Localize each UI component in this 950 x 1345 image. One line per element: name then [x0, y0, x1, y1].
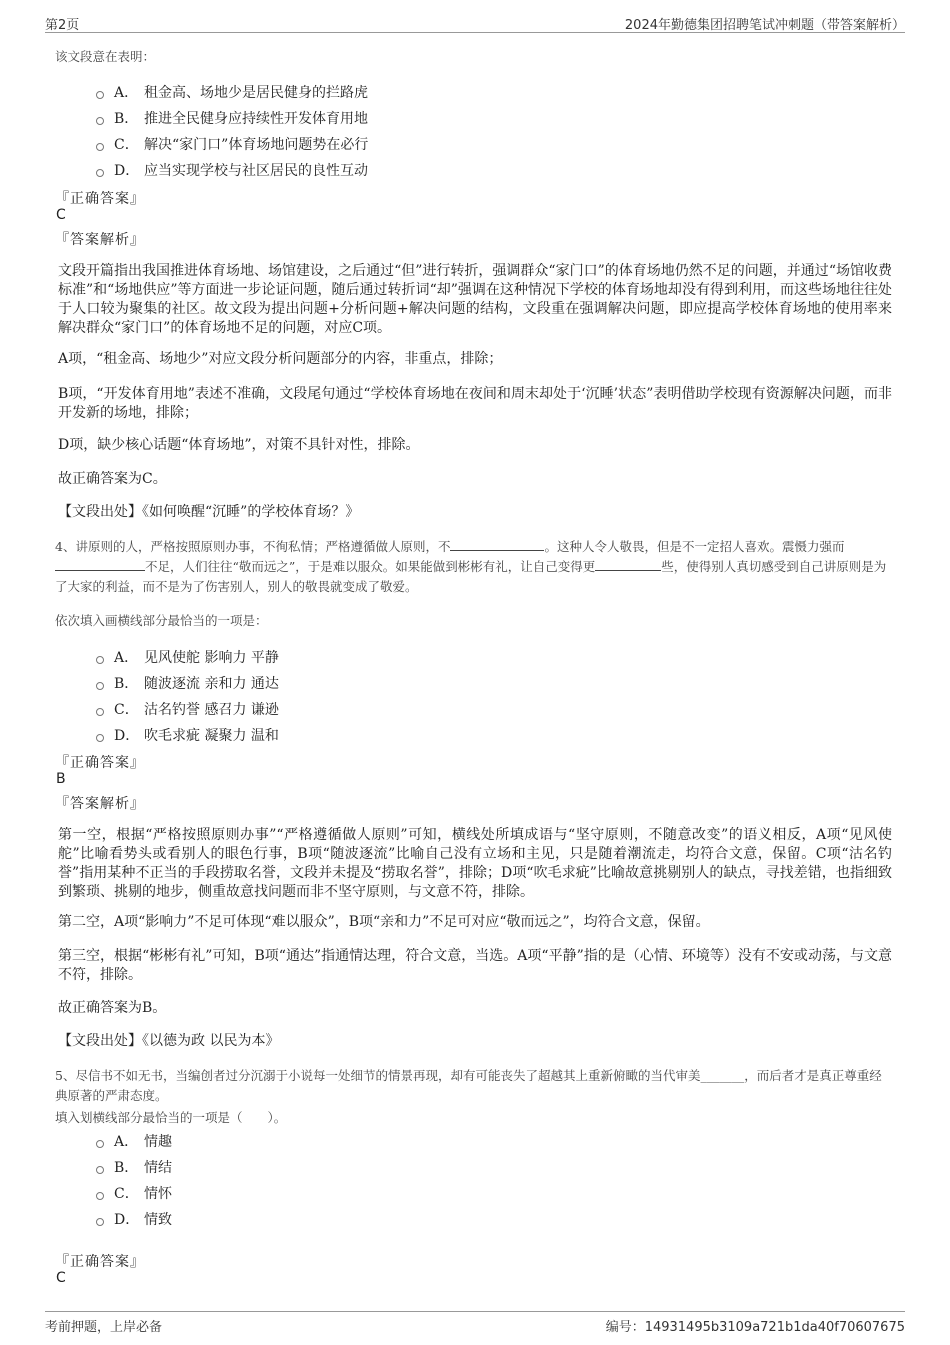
correct-answer-label: 『正确答案』 [55, 1254, 145, 1270]
option-text: 情致 [144, 1212, 172, 1228]
fill-blank [55, 558, 145, 571]
stem-text: 4、讲原则的人，严格按照原则办事，不徇私情；严格遵循做人原则，不 [55, 539, 451, 554]
option-text: 情结 [144, 1160, 172, 1176]
option-letter: C． [114, 1186, 139, 1202]
radio-button[interactable] [96, 169, 104, 177]
q4-options [96, 644, 279, 748]
page-header [45, 12, 905, 33]
stem-text: 不足，人们往往“敬而远之”，于是难以服众。如果能做到彬彬有礼，让自己变得更 [145, 559, 596, 574]
option-d[interactable] [96, 1206, 172, 1232]
option-text: 吹毛求疵 凝聚力 温和 [144, 728, 279, 744]
analysis-paragraph: D项，缺少核心话题“体育场地”，对策不具针对性，排除。 [58, 437, 420, 453]
option-text: 租金高、场地少是居民健身的拦路虎 [144, 85, 368, 101]
question-prompt: 填入划横线部分最恰当的一项是（ ）。 [55, 1110, 287, 1125]
option-c[interactable] [96, 1180, 172, 1206]
correct-answer: C [56, 1270, 66, 1286]
option-text: 推进全民健身应持续性开发体育用地 [144, 111, 368, 127]
document-code: 编号：14931495b3109a721b1da40f70607675 [605, 1320, 905, 1335]
footer-slogan: 考前押题，上岸必备 [45, 1320, 163, 1335]
option-text: 情怀 [144, 1186, 172, 1202]
correct-answer: C [56, 207, 66, 223]
radio-button[interactable] [96, 1192, 104, 1200]
option-b[interactable] [96, 1154, 172, 1180]
option-a[interactable] [96, 79, 368, 105]
option-letter: B． [114, 111, 139, 127]
q5-options [96, 1128, 172, 1232]
stem-text: 。这种人令人敬畏，但是不一定招人喜欢。震慑力强而 [544, 539, 845, 554]
option-text: 情趣 [144, 1134, 172, 1150]
fill-blank [450, 538, 544, 551]
question-prompt: 依次填入画横线部分最恰当的一项是： [55, 613, 268, 628]
correct-answer: B [56, 771, 66, 787]
option-c[interactable] [96, 696, 279, 722]
question-stem: 5、尽信书不如无书，当编创者过分沉溺于小说每一处细节的情景再现，却有可能丧失了超越其上重新俯瞰的当代审美_______，而后者才是真正尊重经典原著的严肃态度。 [55, 1068, 882, 1103]
radio-button[interactable] [96, 143, 104, 151]
analysis-paragraph: 第三空，根据“彬彬有礼”可知，B项“通达”指通情达理，符合文意，当选。A项“平静”指的是（心情、环境等）没有不安或动荡，与文意不符，排除。 [58, 948, 892, 983]
option-text: 应当实现学校与社区居民的良性互动 [144, 163, 368, 179]
option-text: 解决“家门口”体育场地问题势在必行 [144, 137, 369, 153]
option-letter: C． [114, 137, 139, 153]
option-letter: D． [114, 1212, 140, 1228]
option-letter: A． [114, 85, 139, 101]
option-c[interactable] [96, 131, 368, 157]
option-text: 见风使舵 影响力 平静 [144, 650, 279, 666]
radio-button[interactable] [96, 117, 104, 125]
option-letter: C． [114, 702, 139, 718]
radio-button[interactable] [96, 708, 104, 716]
analysis-label: 『答案解析』 [55, 796, 145, 812]
option-letter: A． [114, 650, 139, 666]
analysis-paragraph: A项，“租金高、场地少”对应文段分析问题部分的内容，非重点，排除； [58, 351, 503, 367]
option-letter: B． [114, 1160, 139, 1176]
option-d[interactable] [96, 157, 368, 183]
radio-button[interactable] [96, 1140, 104, 1148]
option-letter: B． [114, 676, 139, 692]
radio-button[interactable] [96, 91, 104, 99]
option-b[interactable] [96, 670, 279, 696]
passage-source: 【文段出处】《如何唤醒“沉睡”的学校体育场？》 [58, 504, 360, 520]
option-a[interactable] [96, 1128, 172, 1154]
question-prompt: 该文段意在表明： [55, 49, 156, 64]
option-a[interactable] [96, 644, 279, 670]
radio-button[interactable] [96, 1218, 104, 1226]
option-b[interactable] [96, 105, 368, 131]
analysis-paragraph: B项，“开发体育用地”表述不准确，文段尾句通过“学校体育场地在夜间和周末却处于‘沉睡’状态”表明借助学校现有资源解决问题，而非开发新的场地，排除； [58, 386, 892, 421]
option-letter: D． [114, 728, 140, 744]
radio-button[interactable] [96, 682, 104, 690]
correct-answer-label: 『正确答案』 [55, 191, 145, 207]
stem-text: 些，使得别人真切感受到自己讲原则是为了大家的利益，而不是为了伤害别人，别人的敬畏就变成了敬爱。 [55, 559, 887, 594]
option-letter: D． [114, 163, 140, 179]
q3-options [96, 79, 368, 183]
document-title: 2024年勤德集团招聘笔试冲刺题（带答案解析） [624, 18, 905, 33]
radio-button[interactable] [96, 656, 104, 664]
question-stem [55, 537, 893, 597]
analysis-conclusion: 故正确答案为C。 [58, 471, 167, 487]
option-text: 沽名钓誉 感召力 谦逊 [144, 702, 279, 718]
option-letter: A． [114, 1134, 139, 1150]
passage-source: 【文段出处】《以德为政 以民为本》 [58, 1033, 280, 1049]
analysis-paragraph: 第一空，根据“严格按照原则办事”“严格遵循做人原则”可知，横线处所填成语与“坚守原则，不随意改变”的语义相反，A项“见风使舵”比喻看势头或看别人的眼色行事，B项“随波逐流”比喻自己没有立场和主见，只是随着潮流走，均符合文意，保留。C项“沽名钓誉”指用某种不正当的手段捞取名誉，文段并未提及“捞取名誉”，排除；D项“吹毛求疵”比喻故意挑剔别人的缺点，寻找差错，也指细致到繁琐、挑剔的地步，侧重故意找问题而非不坚守原则，与文意不符，排除。 [58, 827, 892, 900]
option-d[interactable] [96, 722, 279, 748]
radio-button[interactable] [96, 734, 104, 742]
option-text: 随波逐流 亲和力 通达 [144, 676, 279, 692]
analysis-paragraph: 文段开篇指出我国推进体育场地、场馆建设，之后通过“但”进行转折，强调群众“家门口”的体育场地仍然不足的问题，并通过“场馆收费标准”和“场地供应”等方面进一步论证问题，随后通过转折词“却”强调在这种情况下学校的体育场地却没有得到利用，而这些场地往往处于人口较为聚集的社区。故文段为提出问题+分析问题+解决问题的结构，文段重在强调解决问题，即应提高学校体育场地的使用率来解决群众“家门口”的体育场地不足的问题，对应C项。 [58, 263, 892, 336]
page-number: 第2页 [45, 18, 80, 33]
analysis-paragraph: 第二空，A项“影响力”不足可体现“难以服众”，B项“亲和力”不足可对应“敬而远之”，均符合文意，保留。 [58, 914, 710, 930]
analysis-conclusion: 故正确答案为B。 [58, 1000, 167, 1016]
page-footer [45, 1311, 905, 1334]
analysis-label: 『答案解析』 [55, 232, 145, 248]
radio-button[interactable] [96, 1166, 104, 1174]
correct-answer-label: 『正确答案』 [55, 755, 145, 771]
fill-blank [595, 558, 661, 571]
